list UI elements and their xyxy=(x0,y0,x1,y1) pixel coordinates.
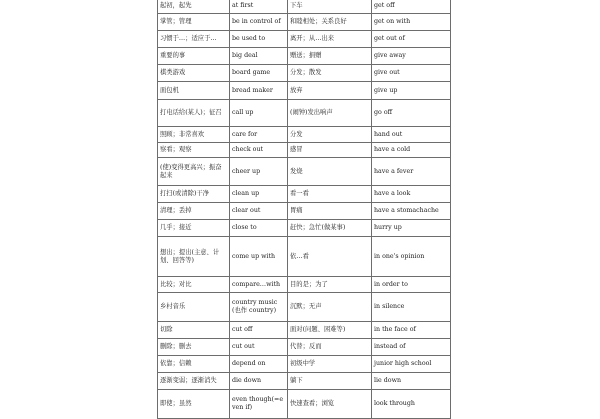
table-cell: 离开；从…出来 xyxy=(288,31,372,48)
table-cell: cheer up xyxy=(230,158,288,186)
table-row xyxy=(158,48,451,65)
table-cell: be in control of xyxy=(230,14,288,31)
table-cell: 代替；反而 xyxy=(288,339,372,356)
table-cell: hand out xyxy=(372,127,451,143)
table-cell: 赠送；捐赠 xyxy=(288,48,372,65)
table-row xyxy=(158,0,451,14)
table-cell: (使)变得更高兴；振奋起来 xyxy=(158,158,230,186)
table-row xyxy=(158,158,451,186)
table-cell: lie down xyxy=(372,373,451,390)
table-cell: 重要的事 xyxy=(158,48,230,65)
table-row xyxy=(158,220,451,237)
table-cell: at first xyxy=(230,0,288,14)
table-cell: look through xyxy=(372,390,451,419)
table-cell: 棋类游戏 xyxy=(158,65,230,82)
table-row xyxy=(158,127,451,143)
table-row xyxy=(158,339,451,356)
table-cell: give up xyxy=(372,82,451,100)
table-row xyxy=(158,373,451,390)
table-row xyxy=(158,203,451,220)
table-cell: compare…with xyxy=(230,277,288,293)
table-cell: 分发；散发 xyxy=(288,65,372,82)
table-cell: call up xyxy=(230,100,288,127)
table-cell: get off xyxy=(372,0,451,14)
table-cell: 和睦相处；关系良好 xyxy=(288,14,372,31)
table-cell: 乡村音乐 xyxy=(158,293,230,322)
table-cell: have a stomachache xyxy=(372,203,451,220)
table-cell: country music(也作 country) xyxy=(230,293,288,322)
table-cell: in the face of xyxy=(372,322,451,339)
table-cell: bread maker xyxy=(230,82,288,100)
table-row xyxy=(158,143,451,158)
table-cell: die down xyxy=(230,373,288,390)
table-cell: 几乎；接近 xyxy=(158,220,230,237)
table-cell: 依…看 xyxy=(288,237,372,277)
table-cell: give out xyxy=(372,65,451,82)
table-row xyxy=(158,390,451,419)
table-row xyxy=(158,31,451,48)
table-row xyxy=(158,293,451,322)
table-cell: in one's opinion xyxy=(372,237,451,277)
table-cell: 即使；虽然 xyxy=(158,390,230,419)
table-cell: hurry up xyxy=(372,220,451,237)
table-cell: 依靠；信赖 xyxy=(158,356,230,373)
table-cell: close to xyxy=(230,220,288,237)
table-cell: cut out xyxy=(230,339,288,356)
table-cell: have a fever xyxy=(372,158,451,186)
table-cell: 下车 xyxy=(288,0,372,14)
table-cell: check out xyxy=(230,143,288,158)
table-cell: 察看；观察 xyxy=(158,143,230,158)
table-cell: clear out xyxy=(230,203,288,220)
table-cell: come up with xyxy=(230,237,288,277)
table-cell: 比较；对比 xyxy=(158,277,230,293)
table-cell: go off xyxy=(372,100,451,127)
table-cell: 照顾；非常喜欢 xyxy=(158,127,230,143)
table-cell: 快速查看；浏览 xyxy=(288,390,372,419)
table-cell: care for xyxy=(230,127,288,143)
table-cell: 逐渐变弱；逐渐消失 xyxy=(158,373,230,390)
table-row xyxy=(158,322,451,339)
table-cell: 胃痛 xyxy=(288,203,372,220)
table-cell: 赶快；急忙(做某事) xyxy=(288,220,372,237)
table-cell: 打电话给(某人)；征召 xyxy=(158,100,230,127)
table-cell: 掌管；管理 xyxy=(158,14,230,31)
table-cell: 面对(问题、困难等) xyxy=(288,322,372,339)
table-cell: be used to xyxy=(230,31,288,48)
table-cell: big deal xyxy=(230,48,288,65)
table-cell: junior high school xyxy=(372,356,451,373)
table-cell: even though(=even if) xyxy=(230,390,288,419)
table-cell: 分发 xyxy=(288,127,372,143)
table-cell: 看一看 xyxy=(288,186,372,203)
table-cell: 切除 xyxy=(158,322,230,339)
table-cell: in silence xyxy=(372,293,451,322)
table-cell: get out of xyxy=(372,31,451,48)
table-cell: 清理；丢掉 xyxy=(158,203,230,220)
table-cell: clean up xyxy=(230,186,288,203)
table-cell: 想出；提出(主意、计划、回答等) xyxy=(158,237,230,277)
table-row xyxy=(158,100,451,127)
table-cell: 初级中学 xyxy=(288,356,372,373)
table-cell: 删除；删去 xyxy=(158,339,230,356)
table-cell: 打扫(或清除)干净 xyxy=(158,186,230,203)
table-cell: (闹钟)发出响声 xyxy=(288,100,372,127)
table-cell: 沉默；无声 xyxy=(288,293,372,322)
table-cell: in order to xyxy=(372,277,451,293)
table-cell: 发烧 xyxy=(288,158,372,186)
table-cell: 起初，起先 xyxy=(158,0,230,14)
table-row xyxy=(158,65,451,82)
table-cell: cut off xyxy=(230,322,288,339)
table-row xyxy=(158,82,451,100)
table-row xyxy=(158,237,451,277)
table-row xyxy=(158,356,451,373)
phrase-table xyxy=(157,0,451,419)
table-cell: 躺下 xyxy=(288,373,372,390)
table-cell: have a cold xyxy=(372,143,451,158)
table-cell: 面包机 xyxy=(158,82,230,100)
table-cell: instead of xyxy=(372,339,451,356)
table-cell: 感冒 xyxy=(288,143,372,158)
table-row xyxy=(158,14,451,31)
table-cell: give away xyxy=(372,48,451,65)
table-cell: have a look xyxy=(372,186,451,203)
table-cell: 习惯于…；适应于… xyxy=(158,31,230,48)
table-cell: 放弃 xyxy=(288,82,372,100)
table-cell: depend on xyxy=(230,356,288,373)
table-row xyxy=(158,186,451,203)
table-cell: board game xyxy=(230,65,288,82)
table-cell: 目的是；为了 xyxy=(288,277,372,293)
table-cell: get on with xyxy=(372,14,451,31)
table-row xyxy=(158,277,451,293)
